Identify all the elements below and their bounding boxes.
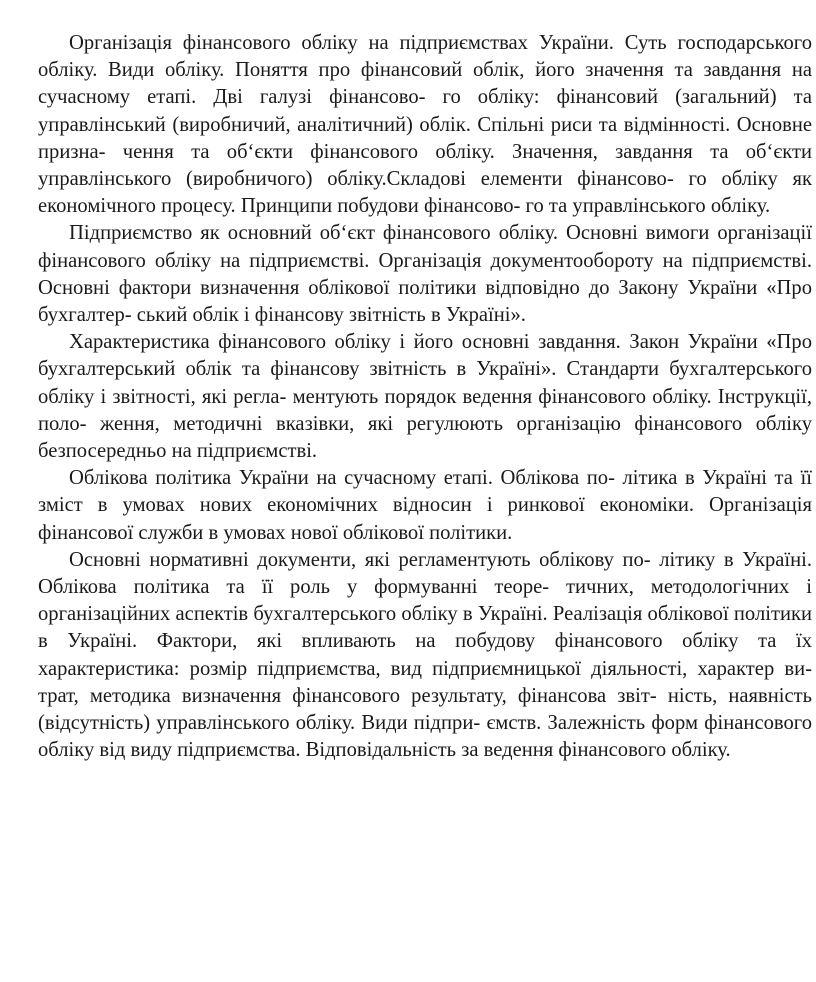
paragraph-organization: Організація фінансового обліку на підприємствах України. Суть господарського обліку. Види обліку. Поняття про фінансовий облік, його значення та завдання на сучасному етапі. Дві галузі фінансово- го обліку: фінансовий (загальний) та управлінський (виробничий, аналітичний) облік. Спільні риси та відмінності. Основне призна- чення та об‘єкти фінансового обліку. Значення, завдання та об‘єкти управлінського (виробничого) обліку.Складові елементи фінансово- го обліку як економічного процесу. Принципи побудови фінансово- го та управлінського обліку. xyxy=(38,32,812,218)
document-page xyxy=(38,30,812,764)
paragraph-regulatory-documents: Основні нормативні документи, які регламентують облікову по- літику в Україні. Облікова політика та її роль у формуванні теоре- тичних, методологічних і організаційних аспектів бухгалтерського обліку в Україні. Реалізація облікової політики в Україні. Фактори, які впливають на побудову фінансового обліку та їх характеристика: розмір підприємства, вид підприємницької діяльності, характер ви- трат, методика визначення фінансового результату, фінансова звіт- ність, наявність (відсутність) управлінського обліку. Види підпри- ємств. Залежність форм фінансового обліку від виду підприємства. Відповідальність за ведення фінансового обліку. xyxy=(38,548,812,762)
paragraph-enterprise: Підприємство як основний об‘єкт фінансового обліку. Основні вимоги організації фінансового обліку на підприємстві. Організація документообороту на підприємстві. Основні фактори визначення облікової політики відповідно до Закону України «Про бухгалтер- ський облік і фінансову звітність в Україні». xyxy=(38,222,812,327)
paragraph-characteristics: Характеристика фінансового обліку і його основні завдання. Закон України «Про бухгалтерський облік та фінансову звітність в Україні». Стандарти бухгалтерського обліку і звітності, які регла- ментують порядок ведення фінансового обліку. Інструкції, поло- ження, методичні вказівки, які регулюють організацію фінансового обліку безпосередньо на підприємстві. xyxy=(38,331,812,463)
paragraph-accounting-policy: Облікова політика України на сучасному етапі. Облікова по- літика в Україні та її зміст в умовах нових економічних відносин і ринкової економіки. Організація фінансової служби в умовах нової облікової політики. xyxy=(38,467,812,544)
